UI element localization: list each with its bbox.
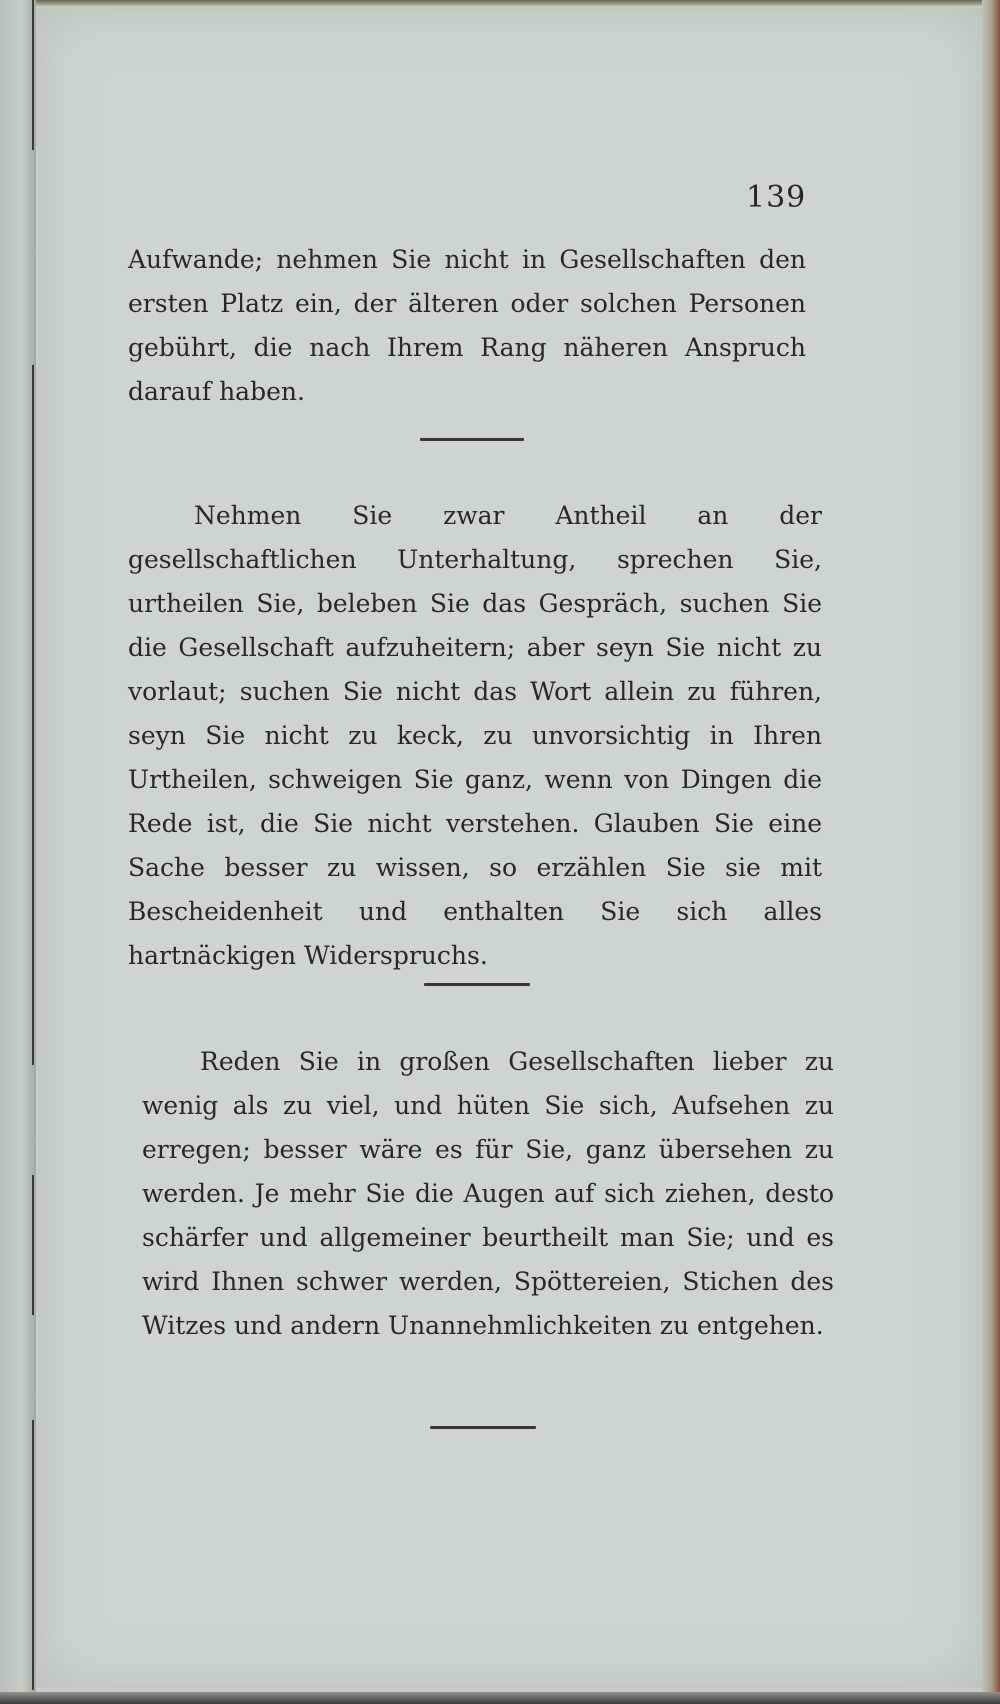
facing-page-rule	[32, 1175, 34, 1315]
section-divider	[420, 438, 524, 441]
facing-page-rule	[32, 365, 34, 1065]
page-number: 139	[746, 180, 807, 215]
facing-page-rule	[32, 0, 34, 150]
bottom-edge	[0, 1692, 1000, 1704]
facing-page-rule	[32, 1420, 34, 1690]
paragraph-3: Reden Sie in großen Gesellschaften lieber zu wenig als zu viel, und hüten Sie sich, Aufsehen zu erregen; besser wäre es für Sie, ganz übersehen zu werden. Je mehr Sie die Augen auf sich ziehen, desto schärfer und allgemeiner beurtheilt man Sie; und es wird Ihnen schwer werden, Spöttereien, Stichen des Witzes und andern Unannehmlichkeiten zu entgehen.	[142, 1047, 834, 1340]
paragraph-2: Nehmen Sie zwar Antheil an der gesellschaftlichen Unterhaltung, sprechen Sie, urtheilen Sie, beleben Sie das Gespräch, suchen Sie die Gesellschaft aufzuheitern; aber seyn Sie nicht zu vorlaut; suchen Sie nicht das Wort allein zu führen, seyn Sie nicht zu keck, zu unvorsichtig in Ihren Urtheilen, schweigen Sie ganz, wenn von Dingen die Rede ist, die Sie nicht verstehen. Glauben Sie eine Sache besser zu wissen, so erzählen Sie sie mit Bescheidenheit und enthalten Sie sich alles hartnäckigen Widerspruchs.	[128, 501, 822, 970]
section-divider	[430, 1426, 536, 1429]
right-book-edge	[982, 0, 1000, 1704]
section-divider	[424, 983, 530, 986]
paragraph-1: Aufwande; nehmen Sie nicht in Gesellschaften den ersten Platz ein, der älteren oder solchen Personen gebührt, die nach Ihrem Rang näheren Anspruch darauf haben.	[128, 245, 806, 406]
top-edge	[0, 0, 1000, 6]
facing-page-edge	[0, 0, 36, 1704]
